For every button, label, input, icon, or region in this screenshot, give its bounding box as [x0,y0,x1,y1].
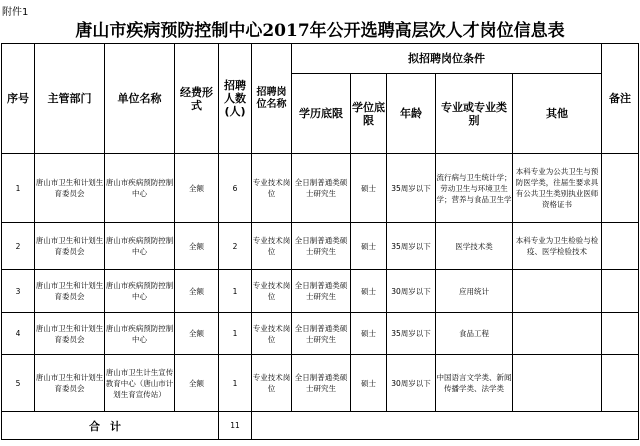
cell-other: 本科专业为公共卫生与预防医学类，往届生要求具有公共卫生类别执业医师资格证书 [513,154,602,223]
cell-unit: 唐山市卫生计生宣传教育中心（唐山市计划生育宣传站） [105,355,175,412]
cell-education: 全日制普通类硕士研究生 [292,223,351,270]
cell-education: 全日制普通类硕士研究生 [292,154,351,223]
cell-funding: 全额 [175,154,219,223]
cell-dept: 唐山市卫生和计划生育委员会 [35,223,105,270]
cell-other [513,313,602,355]
cell-degree: 硕士 [351,355,387,412]
header-education: 学历底限 [292,74,351,154]
cell-dept: 唐山市卫生和计划生育委员会 [35,313,105,355]
table-row [2,355,639,412]
cell-funding: 全额 [175,223,219,270]
cell-education: 全日制普通类硕士研究生 [292,270,351,313]
total-empty [252,412,639,440]
cell-funding: 全额 [175,355,219,412]
cell-major: 医学技术类 [436,223,513,270]
cell-unit: 唐山市疾病预防控制中心 [105,313,175,355]
cell-dept: 唐山市卫生和计划生育委员会 [35,355,105,412]
header-degree: 学位底限 [351,74,387,154]
cell-remark [602,154,639,223]
cell-count: 6 [219,154,252,223]
cell-other [513,270,602,313]
cell-count: 1 [219,270,252,313]
cell-age: 30周岁以下 [387,355,436,412]
cell-major: 应用统计 [436,270,513,313]
cell-remark [602,223,639,270]
cell-seq: 5 [2,355,35,412]
cell-count: 1 [219,355,252,412]
cell-count: 2 [219,223,252,270]
total-row [2,412,639,440]
cell-remark [602,313,639,355]
header-count: 招聘人数(人) [219,44,252,154]
page-title: 唐山市疾病预防控制中心2017年公开选聘高层次人才岗位信息表 [75,21,565,41]
cell-remark [602,355,639,412]
header-dept: 主管部门 [35,44,105,154]
cell-major: 中国语言文学类、新闻传播学类、法学类 [436,355,513,412]
cell-seq: 4 [2,313,35,355]
cell-education: 全日制普通类硕士研究生 [292,355,351,412]
cell-post: 专业技术岗位 [252,355,292,412]
positions-table [1,43,639,440]
table-row [2,223,639,270]
table-row [2,154,639,223]
cell-age: 35周岁以下 [387,313,436,355]
cell-degree: 硕士 [351,154,387,223]
cell-unit: 唐山市疾病预防控制中心 [105,223,175,270]
cell-major: 流行病与卫生统计学；劳动卫生与环境卫生学；营养与食品卫生学 [436,154,513,223]
header-remark: 备注 [602,44,639,154]
header-funding: 经费形式 [175,44,219,154]
header-post: 招聘岗位名称 [252,44,292,154]
cell-remark [602,270,639,313]
header-seq: 序号 [2,44,35,154]
cell-age: 30周岁以下 [387,270,436,313]
header-unit: 单位名称 [105,44,175,154]
cell-degree: 硕士 [351,313,387,355]
cell-age: 35周岁以下 [387,223,436,270]
cell-other: 本科专业为卫生检验与检疫、医学检验技术 [513,223,602,270]
total-value: 11 [219,412,252,440]
cell-funding: 全额 [175,270,219,313]
cell-major: 食品工程 [436,313,513,355]
cell-post: 专业技术岗位 [252,313,292,355]
cell-dept: 唐山市卫生和计划生育委员会 [35,154,105,223]
cell-degree: 硕士 [351,270,387,313]
cell-seq: 1 [2,154,35,223]
cell-age: 35周岁以下 [387,154,436,223]
cell-unit: 唐山市疾病预防控制中心 [105,154,175,223]
table-row [2,270,639,313]
cell-dept: 唐山市卫生和计划生育委员会 [35,270,105,313]
header-conditions: 拟招聘岗位条件 [292,44,602,74]
cell-unit: 唐山市疾病预防控制中心 [105,270,175,313]
header-other: 其他 [513,74,602,154]
cell-post: 专业技术岗位 [252,223,292,270]
cell-seq: 2 [2,223,35,270]
table-row [2,313,639,355]
header-age: 年龄 [387,74,436,154]
cell-seq: 3 [2,270,35,313]
total-label: 合计 [2,412,219,440]
cell-post: 专业技术岗位 [252,270,292,313]
cell-funding: 全额 [175,313,219,355]
header-major: 专业或专业类别 [436,74,513,154]
cell-degree: 硕士 [351,223,387,270]
cell-education: 全日制普通类硕士研究生 [292,313,351,355]
cell-count: 1 [219,313,252,355]
annex-label: 附件1 [2,7,29,18]
cell-other [513,355,602,412]
cell-post: 专业技术岗位 [252,154,292,223]
